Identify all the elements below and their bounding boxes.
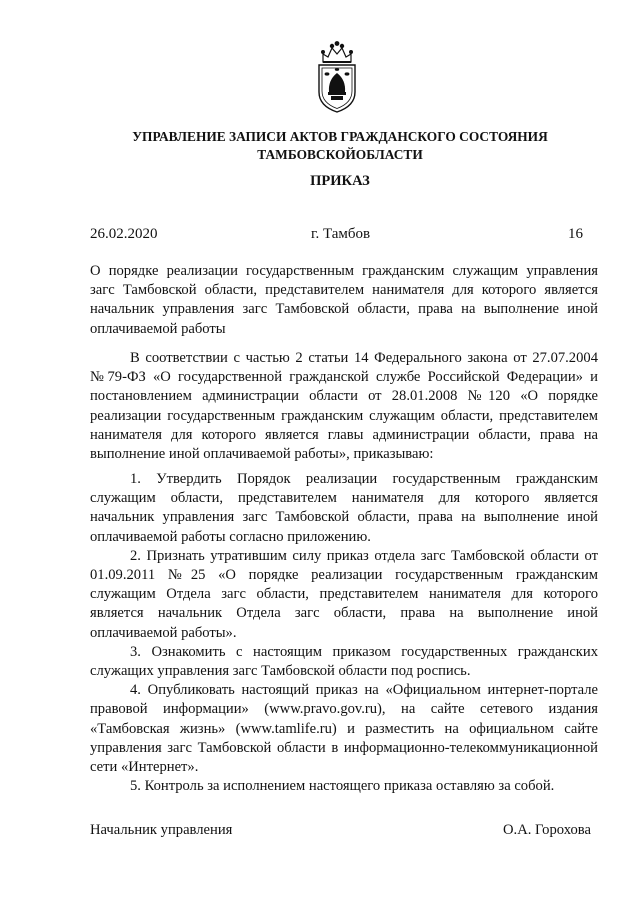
preamble-text: В соответствии с частью 2 статьи 14 Федерального закона от 27.07.2004 №79-ФЗ «О государственной гражданской службе Российской Федерации» и постановлением администрации области от 28.01.2008 №120 «О порядке реализации государственным гражданским служащим области, представителем нанимателя для которого является главы администрации области, права на выполнение иной оплачиваемой работы», приказываю: bbox=[90, 350, 598, 463]
subject-text: О порядке реализации государственным гражданским служащим управления загс Тамбовской области, представителем нанимателя для которого является начальник управления загс Тамбовской области, права на выполнение иной оплачиваемой работы bbox=[90, 263, 598, 337]
order-item: 1. Утвердить Порядок реализации государственным гражданским служащим области, представителем нанимателя для которого является начальник управления загс Тамбовской области, права на выполнение иной оплачиваемой работы согласно приложению. bbox=[90, 471, 598, 545]
document-number: 16 bbox=[568, 226, 583, 242]
document-type-title: ПРИКАЗ bbox=[310, 173, 370, 189]
document-date: 26.02.2020 bbox=[90, 226, 158, 242]
order-item: 3. Ознакомить с настоящим приказом государственных гражданских служащих управления загс Тамбовской области под роспись. bbox=[90, 643, 598, 680]
organization-name-line1: УПРАВЛЕНИЕ ЗАПИСИ АКТОВ ГРАЖДАНСКОГО СОСТОЯНИЯ bbox=[132, 129, 548, 144]
document-subject bbox=[90, 262, 598, 339]
document-city: г. Тамбов bbox=[311, 226, 371, 242]
order-item: 2. Признать утратившим силу приказ отдела загс Тамбовской области от 01.09.2011 №25 «О порядке реализации государственным гражданским служащим Отдела загс области, представителем нанимателя для которого является начальник Отдела загс области, права на выполнение иной оплачиваемой работы». bbox=[90, 547, 598, 641]
order-items bbox=[90, 470, 598, 796]
order-item: 4. Опубликовать настоящий приказ на «Официальном интернет-портале правовой информации» (www.pravo.gov.ru), на сайте сетевого издания «Тамбовская жизнь» (www.tamlife.ru) и разместить на официальном сайте управления загс Тамбовской области в информационно-телекоммуникационной сети «Интернет». bbox=[90, 682, 598, 776]
document-preamble bbox=[90, 349, 598, 464]
organization-name-line2: ТАМБОВСКОЙОБЛАСТИ bbox=[257, 147, 423, 162]
signatory-name: О.А. Горохова bbox=[503, 822, 591, 838]
signatory-position: Начальник управления bbox=[90, 822, 233, 838]
coat-of-arms-icon bbox=[314, 40, 360, 114]
order-item: 5. Контроль за исполнением настоящего приказа оставляю за собой. bbox=[130, 778, 555, 795]
